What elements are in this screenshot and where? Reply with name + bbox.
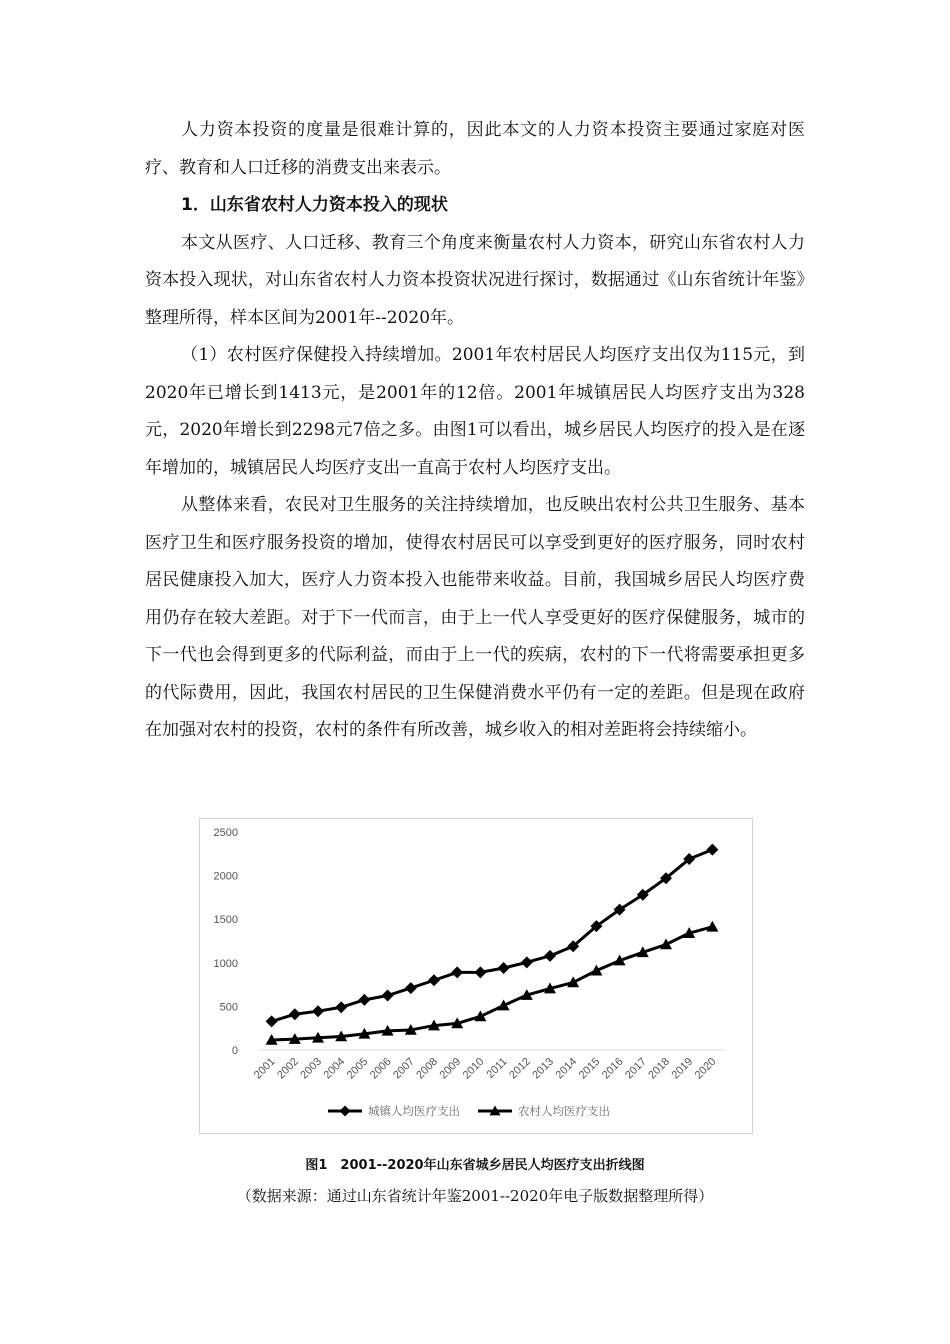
series-1-point [498, 962, 510, 974]
paragraph-method: 本文从医疗、人口迁移、教育三个角度来衡量农村人力资本，研究山东省农村人力资本投入现状，对山东省农村人力资本投资状况进行探讨，数据通过《山东省统计年鉴》整理所得，样本区间为2001年--2020年。 [145, 232, 805, 328]
x-tick-label: 2009 [437, 1055, 464, 1082]
series-1-point [358, 994, 370, 1006]
y-tick-label: 1500 [213, 914, 238, 927]
x-tick-label: 2012 [507, 1055, 533, 1082]
paragraph-intro: 人力资本投资的度量是很难计算的，因此本文的人力资本投资主要通过家庭对医疗、教育和人口迁移的消费支出来表示。 [145, 120, 805, 178]
line-chart [199, 818, 753, 1134]
series-1-point [544, 950, 556, 962]
series-1-point [474, 966, 486, 978]
x-tick-label: 2006 [367, 1055, 394, 1082]
series-1-point [382, 990, 394, 1002]
series-1-point [289, 1008, 301, 1020]
chart-svg [200, 819, 752, 1133]
series-1-point [335, 1001, 347, 1013]
legend-label-1: 城镇人均医疗支出 [368, 1104, 460, 1118]
y-tick-label: 500 [219, 1001, 238, 1014]
x-tick-label: 2014 [553, 1055, 580, 1082]
text-body [145, 112, 805, 750]
series-1-point [405, 982, 417, 994]
series-1-point [521, 956, 533, 968]
x-tick-label: 2016 [599, 1055, 626, 1082]
y-tick-label: 0 [231, 1045, 238, 1057]
series-1-point [451, 966, 463, 978]
legend-label-2: 农村人均医疗支出 [518, 1104, 610, 1118]
paragraph-medical: （1）农村医疗保健投入持续增加。2001年农村居民人均医疗支出仅为115元，到2020年已增长到1413元，是2001年的12倍。2001年城镇居民人均医疗支出为328元，2020年增长到2298元7倍之多。由图1可以看出，城乡居民人均医疗的投入是在逐年增加的，城镇居民人均医疗支出一直高于农村人均医疗支出。 [145, 345, 805, 478]
series-2-point [706, 921, 718, 932]
section-heading: 1．山东省农村人力资本投入的现状 [181, 195, 448, 215]
x-tick-label: 2007 [391, 1055, 417, 1082]
y-tick-label: 2500 [213, 827, 238, 839]
legend-marker-1 [340, 1106, 351, 1117]
figure-source: （数据来源：通过山东省统计年鉴2001--2020年电子版数据整理所得） [236, 1187, 714, 1205]
x-tick-label: 2003 [298, 1055, 325, 1082]
x-tick-label: 2010 [460, 1055, 487, 1082]
series-line-2 [272, 927, 713, 1040]
x-tick-label: 2005 [344, 1055, 371, 1082]
x-tick-label: 2002 [275, 1055, 301, 1082]
x-tick-label: 2020 [692, 1055, 719, 1082]
x-tick-label: 2015 [576, 1055, 603, 1082]
series-1-point [266, 1015, 278, 1027]
x-tick-label: 2001 [251, 1055, 278, 1082]
y-tick-label: 1000 [213, 957, 238, 970]
series-1-point [312, 1005, 324, 1017]
series-line-1 [272, 850, 713, 1022]
x-tick-label: 2013 [530, 1055, 557, 1082]
x-tick-label: 2004 [321, 1055, 348, 1082]
y-tick-label: 2000 [213, 870, 238, 883]
x-tick-label: 2018 [646, 1055, 673, 1082]
x-tick-label: 2019 [669, 1055, 696, 1082]
x-tick-label: 2017 [623, 1055, 649, 1082]
x-tick-label: 2011 [484, 1055, 510, 1081]
series-1-point [428, 974, 440, 986]
figure-caption: 图1 2001--2020年山东省城乡居民人均医疗支出折线图 [305, 1158, 645, 1173]
paragraph-overall: 从整体来看，农民对卫生服务的关注持续增加，也反映出农村公共卫生服务、基本医疗卫生和医疗服务投资的增加，使得农村居民可以享受到更好的医疗服务，同时农村居民健康投入加大，医疗人力资本投入也能带来收益。目前，我国城乡居民人均医疗费用仍存在较大差距。对于下一代而言，由于上一代人享受更好的医疗保健服务，城市的下一代也会得到更多的代际利益，而由于上一代的疾病，农村的下一代将需要承担更多的代际费用，因此，我国农村居民的卫生保健消费水平仍有一定的差距。但是现在政府在加强对农村的投资，农村的条件有所改善，城乡收入的相对差距将会持续缩小。 [145, 495, 805, 740]
series-1-point [706, 844, 718, 856]
x-tick-label: 2008 [414, 1055, 441, 1082]
